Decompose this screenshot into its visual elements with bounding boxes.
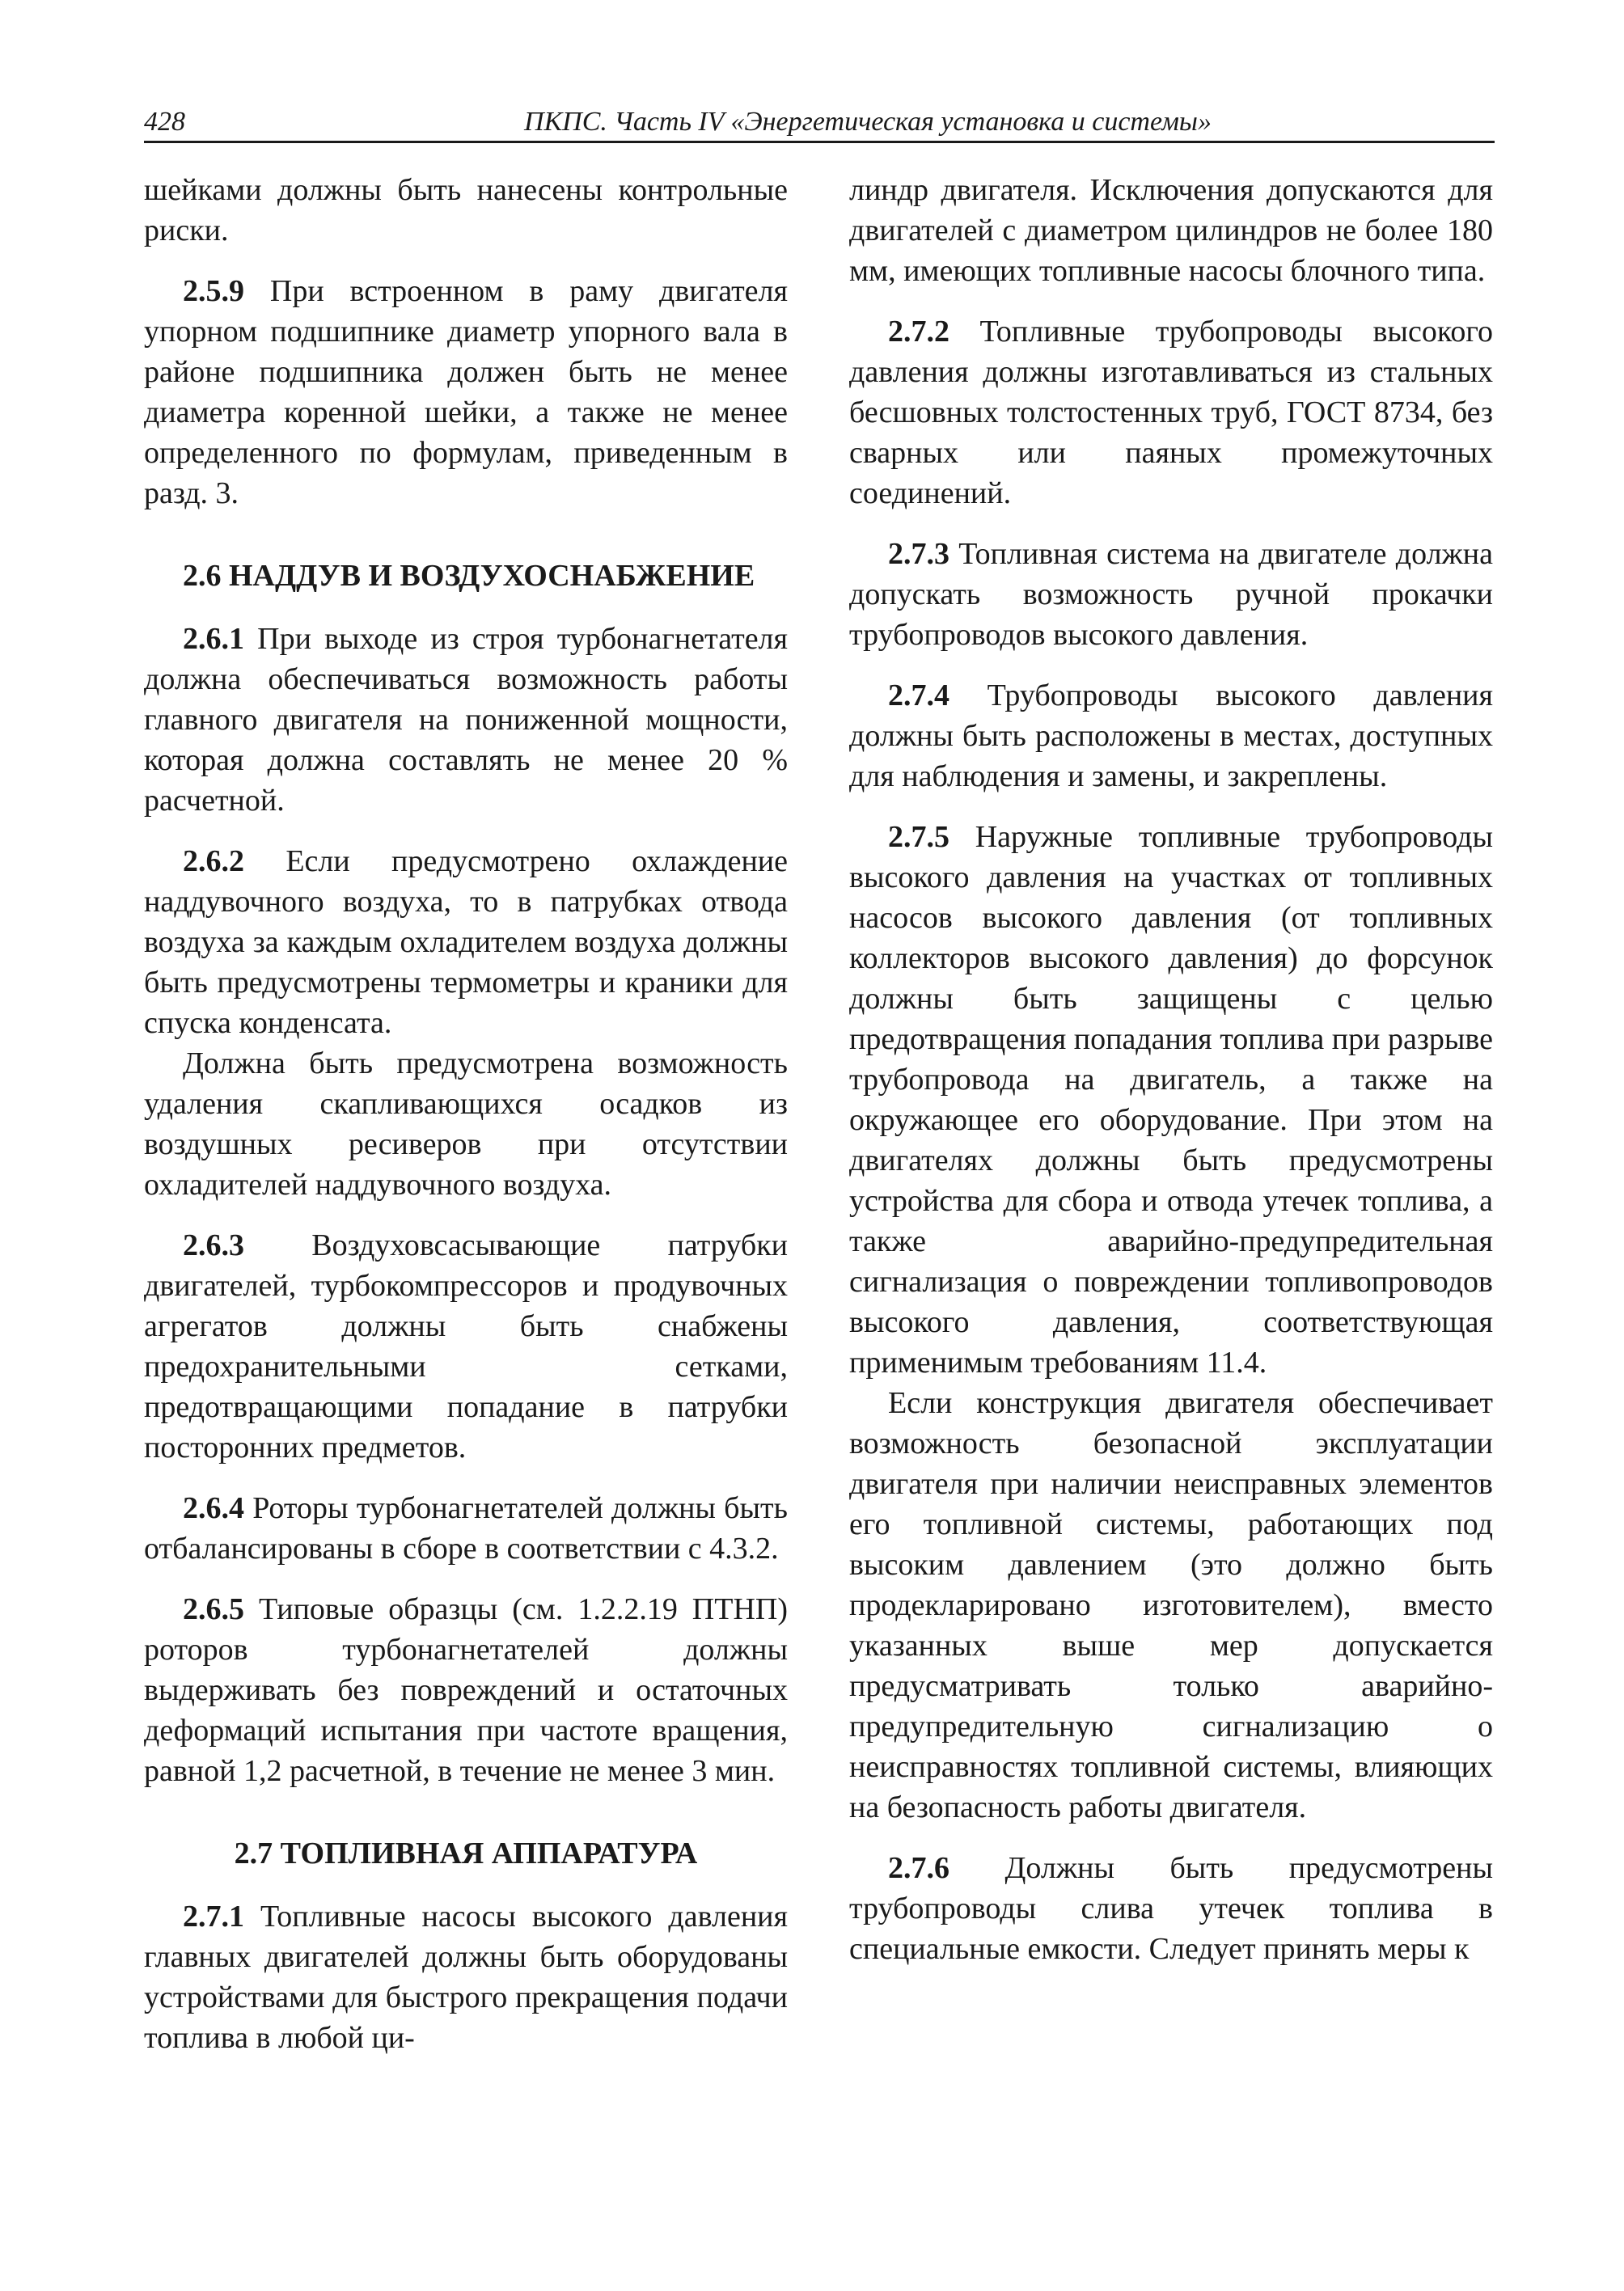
paragraph-2-7-4: [849, 675, 1493, 797]
paragraph-text: При выходе из строя турбонагнетателя должна обеспечиваться возможность работы главного двигателя на пониженной мощности, которая должна составлять не менее 20 % расчетной.: [144, 622, 788, 818]
paragraph-text: Топливная система на двигателе должна допускать возможность ручной прокачки трубопроводов высокого давления.: [849, 537, 1493, 652]
left-column: [144, 170, 788, 2078]
paragraph-text: шейками должны быть нанесены контрольные риски.: [144, 173, 788, 247]
paragraph-2-7-5-second: [849, 1383, 1493, 1828]
paragraph-2-7-3: [849, 534, 1493, 655]
clause-number: 2.5.9: [183, 274, 244, 308]
paragraph-2-7-6: [849, 1848, 1493, 1969]
paragraph-2-6-3: [144, 1225, 788, 1468]
paragraph-2-7-1-continued: [849, 170, 1493, 291]
paragraph-2-5-9: [144, 271, 788, 514]
page-header: [144, 104, 1495, 143]
paragraph-text: Воздуховсасывающие патрубки двигателей, турбокомпрессоров и продувочных агрегатов должны быть снабжены предохранительными сетками, предотвращающими попадание в патрубки посторонних предметов.: [144, 1228, 788, 1465]
paragraph-2-5-8-continued: [144, 170, 788, 251]
paragraph-2-6-4: [144, 1488, 788, 1569]
clause-number: 2.7.1: [183, 1900, 244, 1934]
clause-number: 2.7.4: [888, 678, 949, 712]
clause-number: 2.6.3: [183, 1228, 244, 1262]
page-number: 428: [144, 107, 185, 137]
paragraph-text: Роторы турбонагнетателей должны быть отбалансированы в сборе в соответствии с 4.3.2.: [144, 1491, 788, 1566]
running-title: ПКПС. Часть IV «Энергетическая установка и системы»: [524, 107, 1212, 137]
paragraph-2-6-2-second: [144, 1043, 788, 1205]
paragraph-text: Должны быть предусмотрены трубопроводы слива утечек топлива в специальные емкости. Следует принять меры к: [849, 1851, 1493, 1966]
clause-number: 2.7.6: [888, 1851, 949, 1885]
paragraph-text: Должна быть предусмотрена возможность удаления скапливающихся осадков из воздушных ресиверов при отсутствии охладителей наддувочного воздуха.: [144, 1046, 788, 1202]
section-heading-2-6: 2.6 НАДДУВ И ВОЗДУХОСНАБЖЕНИЕ: [183, 559, 755, 593]
paragraph-2-7-5: [849, 817, 1493, 1383]
clause-number: 2.6.5: [183, 1592, 244, 1626]
paragraph-2-6-5: [144, 1589, 788, 1791]
section-heading-2-7: 2.7 ТОПЛИВНАЯ АППАРАТУРА: [234, 1837, 698, 1870]
paragraph-text: Топливные трубопроводы высокого давления должны изготавливаться из стальных бесшовных толстостенных труб, ГОСТ 8734, без сварных или паяных промежуточных соединений.: [849, 315, 1493, 510]
right-column: [849, 170, 1493, 1989]
paragraph-2-6-2: [144, 841, 788, 1043]
clause-number: 2.7.2: [888, 315, 949, 349]
paragraph-text: Типовые образцы (см. 1.2.2.19 ПТНП) роторов турбонагнетателей должны выдерживать без повреждений и остаточных деформаций испытания при частоте вращения, равной 1,2 расчетной, в течение не менее 3 мин.: [144, 1592, 788, 1788]
paragraph-text: Если предусмотрено охлаждение наддувочного воздуха, то в патрубках отвода воздуха за каждым охладителем воздуха должны быть предусмотрены термометры и краники для спуска конденсата.: [144, 844, 788, 1040]
paragraph-2-7-2: [849, 311, 1493, 514]
paragraph-2-6-1: [144, 619, 788, 821]
paragraph-text: При встроенном в раму двигателя упорном подшипнике диаметр упорного вала в районе подшипника должен быть не менее диаметра коренной шейки, а также не менее определенного по формулам, приведенным в разд. 3.: [144, 274, 788, 510]
paragraph-2-7-1: [144, 1896, 788, 2058]
clause-number: 2.7.5: [888, 820, 949, 854]
paragraph-text: Если конструкция двигателя обеспечивает возможность безопасной эксплуатации двигателя при наличии неисправных элементов его топливной системы, работающих под высоким давлением (это должно быть продекларировано изготовителем), вместо указанных выше мер допускается предусматривать только аварийно-предупредительную сигнализацию о неисправностях топливной системы, влияющих на безопасность работы двигателя.: [849, 1386, 1493, 1824]
paragraph-text: Топливные насосы высокого давления главных двигателей должны быть оборудованы устройствами для быстрого прекращения подачи топлива в любой ци-: [144, 1900, 788, 2055]
clause-number: 2.7.3: [888, 537, 949, 571]
paragraph-text: Наружные топливные трубопроводы высокого давления на участках от топливных насосов высокого давления (от топливных коллекторов высокого давления) до форсунок должны быть защищены с целью предотвращения попадания топлива при разрыве трубопровода на двигатель, а также на окружающее его оборудование. При этом на двигателях должны быть предусмотрены устройства для сбора и отвода утечек топлива, а также аварийно-предупредительная сигнализация о повреждении топливопроводов высокого давления, соответствующая применимым требованиям 11.4.: [849, 820, 1493, 1380]
paragraph-text: Трубопроводы высокого давления должны быть расположены в местах, доступных для наблюдения и замены, и закреплены.: [849, 678, 1493, 793]
clause-number: 2.6.4: [183, 1491, 244, 1525]
clause-number: 2.6.2: [183, 844, 244, 878]
paragraph-text: линдр двигателя. Исключения допускаются для двигателей с диаметром цилиндров не более 180 мм, имеющих топливные насосы блочного типа.: [849, 173, 1493, 288]
clause-number: 2.6.1: [183, 622, 244, 656]
